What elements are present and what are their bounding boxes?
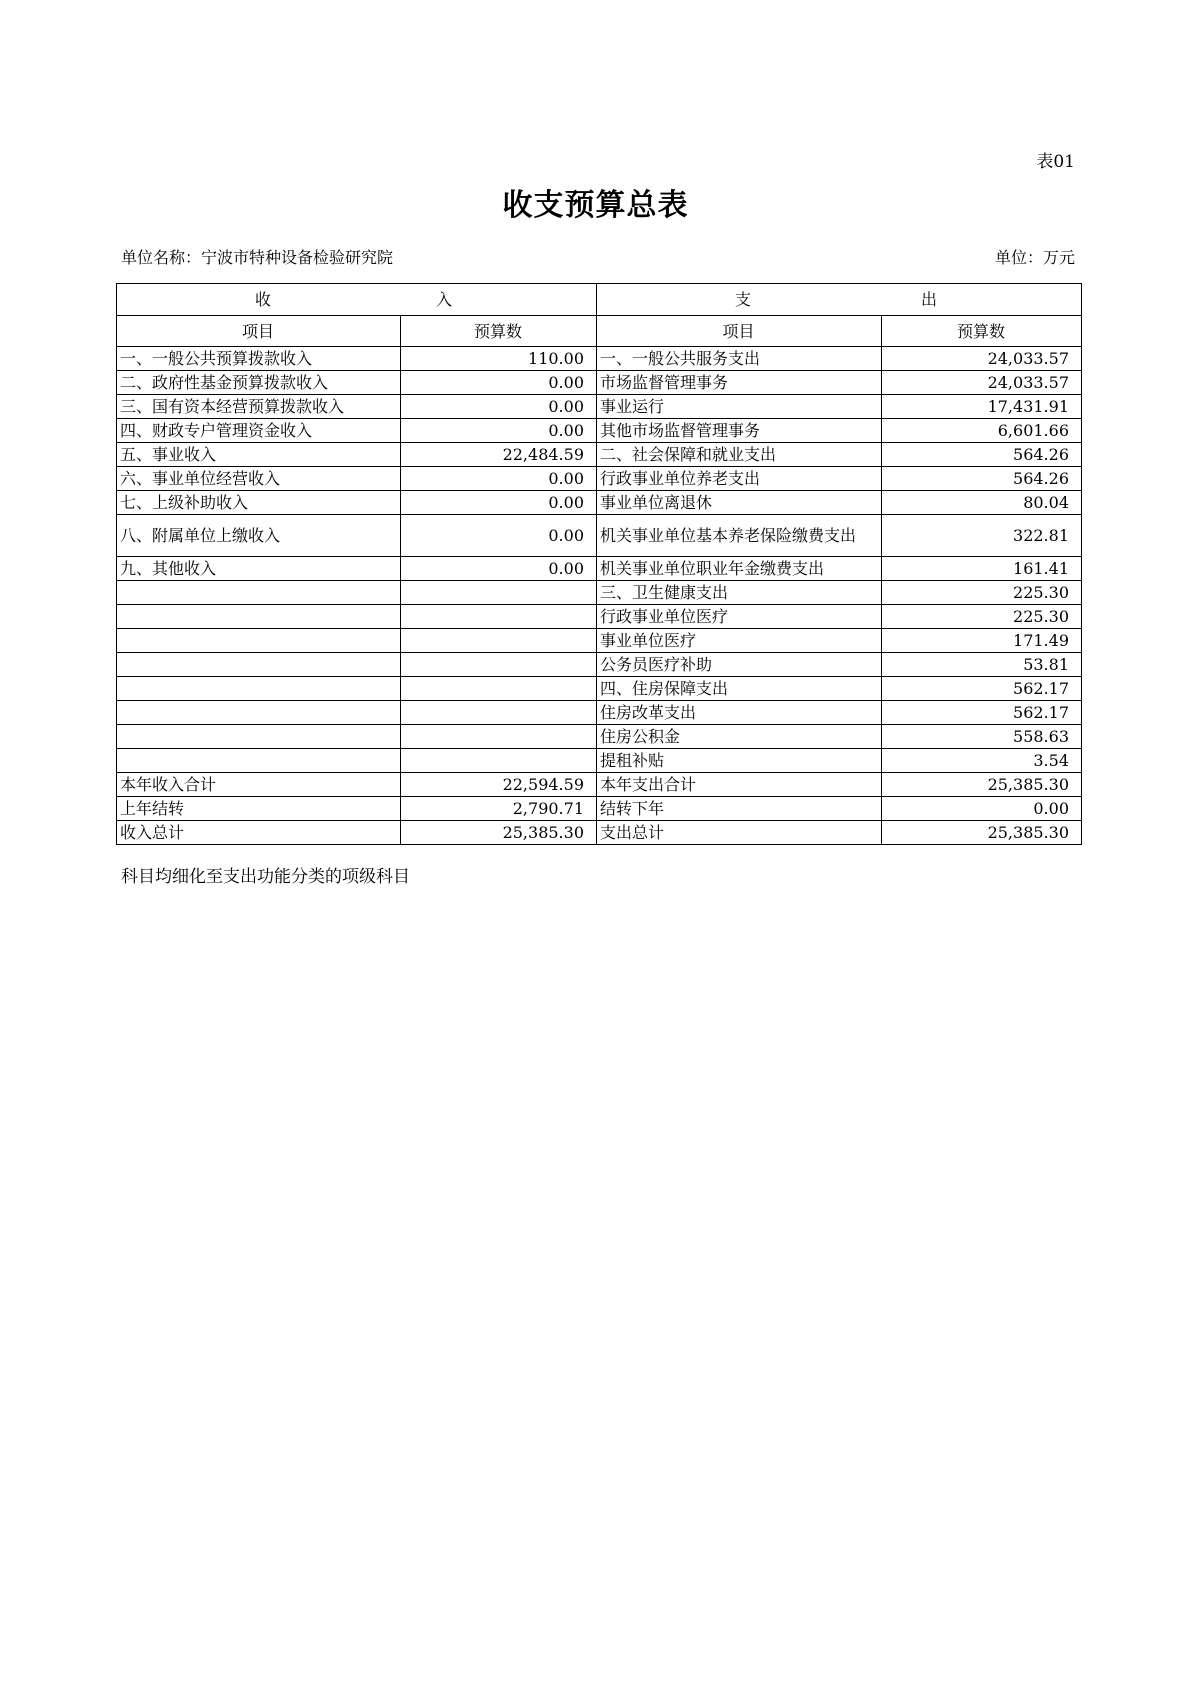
table-row [117, 347, 1082, 371]
income-item-header: 项目 [117, 316, 401, 347]
income-amount-cell [401, 581, 597, 605]
income-item-cell [117, 581, 401, 605]
income-item-cell [117, 629, 401, 653]
income-item-cell: 三、国有资本经营预算拨款收入 [117, 395, 401, 419]
expense-item-cell: 住房公积金 [597, 725, 882, 749]
table-row [117, 797, 1082, 821]
expense-category-char-1: 支 [735, 290, 752, 309]
income-category-header [117, 284, 597, 316]
income-amount-cell: 0.00 [401, 515, 597, 557]
expense-item-cell: 支出总计 [597, 821, 882, 845]
expense-amount-cell: 6,601.66 [882, 419, 1082, 443]
expense-item-cell: 机关事业单位职业年金缴费支出 [597, 557, 882, 581]
expense-amount-cell: 24,033.57 [882, 371, 1082, 395]
income-item-cell [117, 749, 401, 773]
category-header-row [117, 284, 1082, 316]
expense-item-cell: 三、卫生健康支出 [597, 581, 882, 605]
income-item-cell: 四、财政专户管理资金收入 [117, 419, 401, 443]
table-row [117, 395, 1082, 419]
expense-item-cell: 事业单位离退休 [597, 491, 882, 515]
expense-amount-cell: 24,033.57 [882, 347, 1082, 371]
income-item-cell: 上年结转 [117, 797, 401, 821]
expense-item-cell: 行政事业单位养老支出 [597, 467, 882, 491]
expense-item-cell: 一、一般公共服务支出 [597, 347, 882, 371]
currency-unit-label: 单位：万元 [994, 248, 1075, 267]
expense-category-char-2: 出 [920, 290, 937, 309]
expense-amount-cell: 53.81 [882, 653, 1082, 677]
expense-item-cell: 提租补贴 [597, 749, 882, 773]
expense-item-cell: 市场监督管理事务 [597, 371, 882, 395]
income-amount-cell: 0.00 [401, 371, 597, 395]
expense-amount-cell: 558.63 [882, 725, 1082, 749]
expense-item-cell: 事业单位医疗 [597, 629, 882, 653]
income-amount-cell [401, 677, 597, 701]
table-row [117, 653, 1082, 677]
table-row [117, 773, 1082, 797]
table-row [117, 515, 1082, 557]
income-amount-cell: 0.00 [401, 419, 597, 443]
income-item-cell: 九、其他收入 [117, 557, 401, 581]
income-amount-cell: 110.00 [401, 347, 597, 371]
table-row [117, 821, 1082, 845]
income-item-cell: 二、政府性基金预算拨款收入 [117, 371, 401, 395]
table-row [117, 467, 1082, 491]
expense-item-cell: 机关事业单位基本养老保险缴费支出 [597, 515, 882, 557]
expense-item-cell: 住房改革支出 [597, 701, 882, 725]
expense-category-header [597, 284, 1082, 316]
table-row [117, 629, 1082, 653]
income-item-cell: 收入总计 [117, 821, 401, 845]
budget-summary-table [116, 283, 1082, 845]
expense-amount-header: 预算数 [882, 316, 1082, 347]
expense-amount-cell: 225.30 [882, 581, 1082, 605]
expense-item-cell: 二、社会保障和就业支出 [597, 443, 882, 467]
income-item-cell: 七、上级补助收入 [117, 491, 401, 515]
expense-amount-cell: 0.00 [882, 797, 1082, 821]
income-amount-header: 预算数 [401, 316, 597, 347]
expense-amount-cell: 25,385.30 [882, 773, 1082, 797]
expense-item-cell: 结转下年 [597, 797, 882, 821]
expense-amount-cell: 25,385.30 [882, 821, 1082, 845]
income-item-cell: 一、一般公共预算拨款收入 [117, 347, 401, 371]
expense-amount-cell: 562.17 [882, 677, 1082, 701]
income-item-cell: 本年收入合计 [117, 773, 401, 797]
expense-amount-cell: 161.41 [882, 557, 1082, 581]
table-row [117, 581, 1082, 605]
expense-item-cell: 事业运行 [597, 395, 882, 419]
income-amount-cell [401, 653, 597, 677]
expense-amount-cell: 17,431.91 [882, 395, 1082, 419]
table-row [117, 605, 1082, 629]
income-item-cell: 八、附属单位上缴收入 [117, 515, 401, 557]
table-number: 表01 [1036, 152, 1075, 172]
expense-item-header: 项目 [597, 316, 882, 347]
income-amount-cell [401, 605, 597, 629]
page-title: 收支预算总表 [502, 188, 689, 223]
expense-amount-cell: 225.30 [882, 605, 1082, 629]
income-category-char-1: 收 [255, 290, 272, 309]
income-item-cell: 六、事业单位经营收入 [117, 467, 401, 491]
income-item-cell: 五、事业收入 [117, 443, 401, 467]
expense-amount-cell: 564.26 [882, 443, 1082, 467]
table-row [117, 419, 1082, 443]
income-amount-cell: 22,594.59 [401, 773, 597, 797]
column-header-row [117, 316, 1082, 347]
table-row [117, 701, 1082, 725]
income-amount-cell: 2,790.71 [401, 797, 597, 821]
income-item-cell [117, 677, 401, 701]
income-item-cell [117, 605, 401, 629]
table-row [117, 725, 1082, 749]
table-row [117, 557, 1082, 581]
expense-item-cell: 行政事业单位医疗 [597, 605, 882, 629]
expense-item-cell: 四、住房保障支出 [597, 677, 882, 701]
expense-amount-cell: 564.26 [882, 467, 1082, 491]
income-amount-cell [401, 629, 597, 653]
expense-amount-cell: 171.49 [882, 629, 1082, 653]
expense-item-cell: 其他市场监督管理事务 [597, 419, 882, 443]
footnote: 科目均细化至支出功能分类的项级科目 [121, 867, 410, 887]
table-row [117, 749, 1082, 773]
unit-name-label: 单位名称：宁波市特种设备检验研究院 [121, 248, 394, 267]
income-item-cell [117, 653, 401, 677]
income-amount-cell [401, 749, 597, 773]
expense-amount-cell: 322.81 [882, 515, 1082, 557]
income-item-cell [117, 725, 401, 749]
income-amount-cell: 22,484.59 [401, 443, 597, 467]
table-row [117, 677, 1082, 701]
table-row [117, 491, 1082, 515]
income-amount-cell: 0.00 [401, 491, 597, 515]
expense-amount-cell: 562.17 [882, 701, 1082, 725]
income-amount-cell: 0.00 [401, 467, 597, 491]
income-item-cell [117, 701, 401, 725]
income-amount-cell [401, 725, 597, 749]
income-amount-cell: 0.00 [401, 395, 597, 419]
income-amount-cell [401, 701, 597, 725]
income-amount-cell: 25,385.30 [401, 821, 597, 845]
income-amount-cell: 0.00 [401, 557, 597, 581]
expense-item-cell: 公务员医疗补助 [597, 653, 882, 677]
expense-item-cell: 本年支出合计 [597, 773, 882, 797]
table-row [117, 443, 1082, 467]
expense-amount-cell: 3.54 [882, 749, 1082, 773]
income-category-char-2: 入 [435, 290, 452, 309]
expense-amount-cell: 80.04 [882, 491, 1082, 515]
table-row [117, 371, 1082, 395]
